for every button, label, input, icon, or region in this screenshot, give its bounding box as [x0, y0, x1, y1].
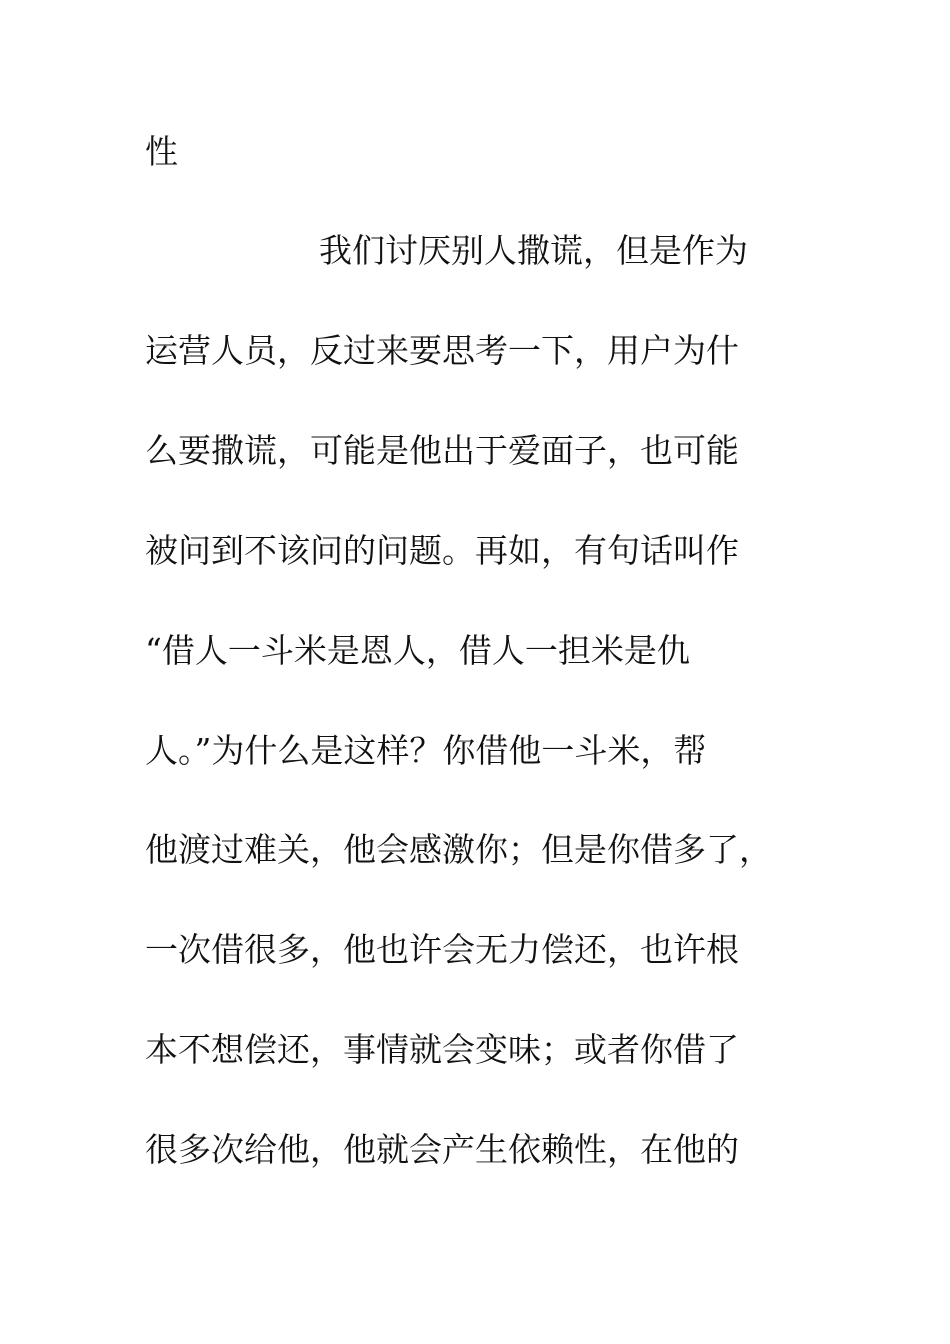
text-line: 运营人员，反过来要思考一下，用户为什 [145, 331, 739, 370]
text-line: “借人一斗米是恩人，借人一担米是仇 [145, 631, 690, 670]
paragraph-first-line: 我们讨厌别人撒谎，但是作为 [319, 231, 748, 270]
text-line: 人。”为什么是这样？你借他一斗米，帮 [145, 731, 707, 770]
text-line: 他渡过难关，他会感激你；但是你借多了， [145, 830, 772, 869]
text-line: 性 [145, 132, 178, 171]
text-line: 被问到不该问的问题。再如，有句话叫作 [145, 531, 739, 570]
text-line: 本不想偿还，事情就会变味；或者你借了 [145, 1030, 739, 1069]
text-line: 么要撒谎，可能是他出于爱面子，也可能 [145, 431, 739, 470]
text-line: 很多次给他，他就会产生依赖性，在他的 [145, 1130, 739, 1169]
text-line: 一次借很多，他也许会无力偿还，也许根 [145, 930, 739, 969]
